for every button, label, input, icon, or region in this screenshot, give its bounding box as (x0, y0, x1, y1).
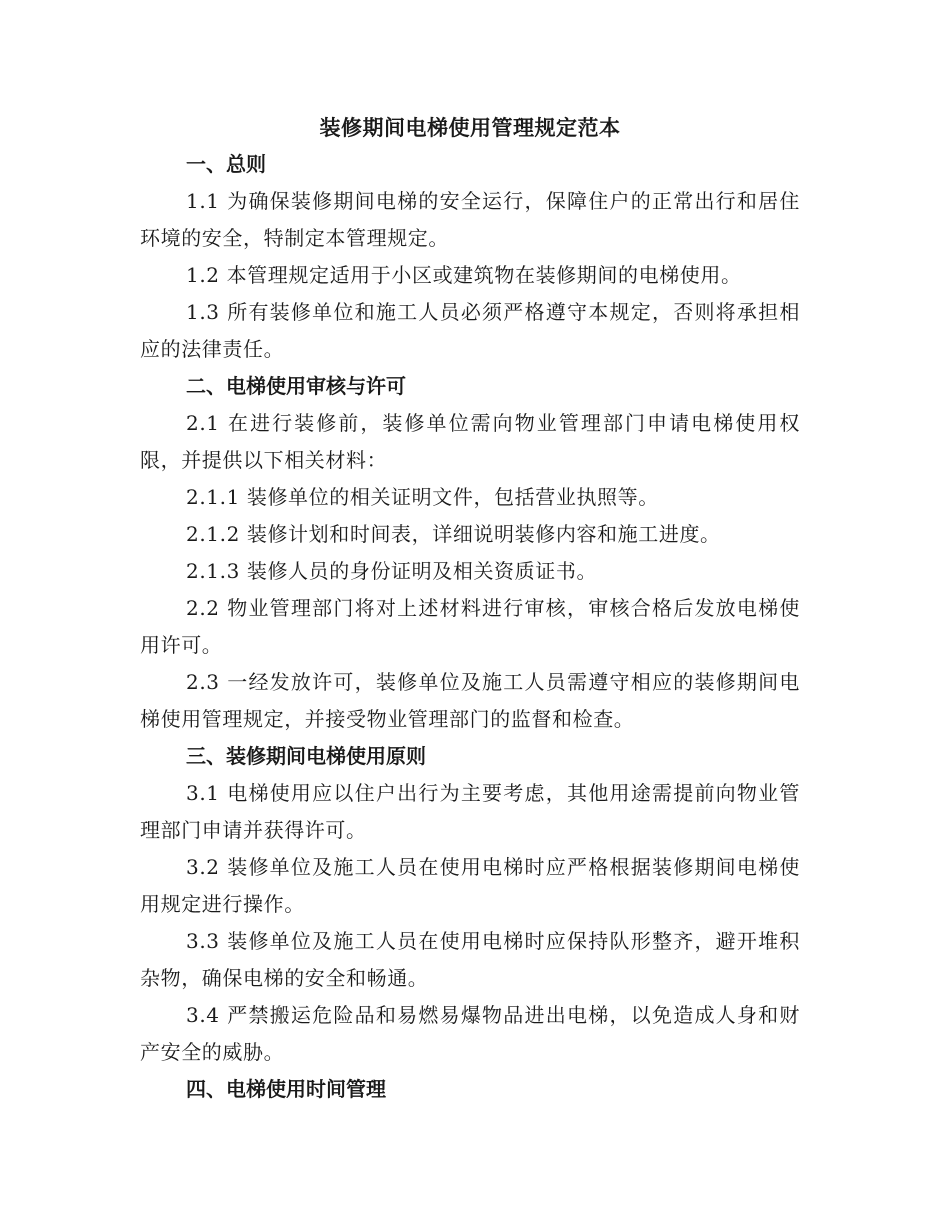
section-heading: 二、电梯使用审核与许可 (186, 374, 406, 398)
section-general (140, 146, 800, 368)
paragraph: 1.2 本管理规定适用于小区或建筑物在装修期间的电梯使用。 (186, 263, 742, 287)
paragraph: 2.1.1 装修单位的相关证明文件，包括营业执照等。 (186, 485, 659, 509)
paragraph: 1.1 为确保装修期间电梯的安全运行，保障住户的正常出行和居住环境的安全，特制定本管理规定。 (140, 189, 800, 250)
paragraph: 2.2 物业管理部门将对上述材料进行审核，审核合格后发放电梯使用许可。 (140, 596, 800, 657)
paragraph: 2.1.2 装修计划和时间表，详细说明装修内容和施工进度。 (186, 522, 721, 546)
paragraph: 2.1.3 装修人员的身份证明及相关资质证书。 (186, 559, 598, 583)
paragraph: 2.1 在进行装修前，装修单位需向物业管理部门申请电梯使用权限，并提供以下相关材料： (140, 411, 800, 472)
paragraph: 1.3 所有装修单位和施工人员必须严格遵守本规定，否则将承担相应的法律责任。 (140, 300, 800, 361)
paragraph: 3.3 装修单位及施工人员在使用电梯时应保持队形整齐，避开堆积杂物，确保电梯的安全和畅通。 (140, 929, 800, 990)
section-principles (140, 738, 800, 1071)
paragraph: 3.4 严禁搬运危险品和易燃易爆物品进出电梯，以免造成人身和财产安全的威胁。 (140, 1003, 800, 1064)
document-page (140, 110, 800, 1108)
document-title: 装修期间电梯使用管理规定范本 (319, 115, 621, 140)
section-approval (140, 368, 800, 738)
paragraph: 3.2 装修单位及施工人员在使用电梯时应严格根据装修期间电梯使用规定进行操作。 (140, 855, 800, 916)
section-heading: 一、总则 (186, 152, 266, 176)
paragraph: 3.1 电梯使用应以住户出行为主要考虑，其他用途需提前向物业管理部门申请并获得许可。 (140, 781, 800, 842)
section-heading: 四、电梯使用时间管理 (186, 1077, 386, 1101)
section-time-management (140, 1071, 800, 1108)
paragraph: 2.3 一经发放许可，装修单位及施工人员需遵守相应的装修期间电梯使用管理规定，并接受物业管理部门的监督和检查。 (140, 670, 800, 731)
section-heading: 三、装修期间电梯使用原则 (186, 744, 426, 768)
